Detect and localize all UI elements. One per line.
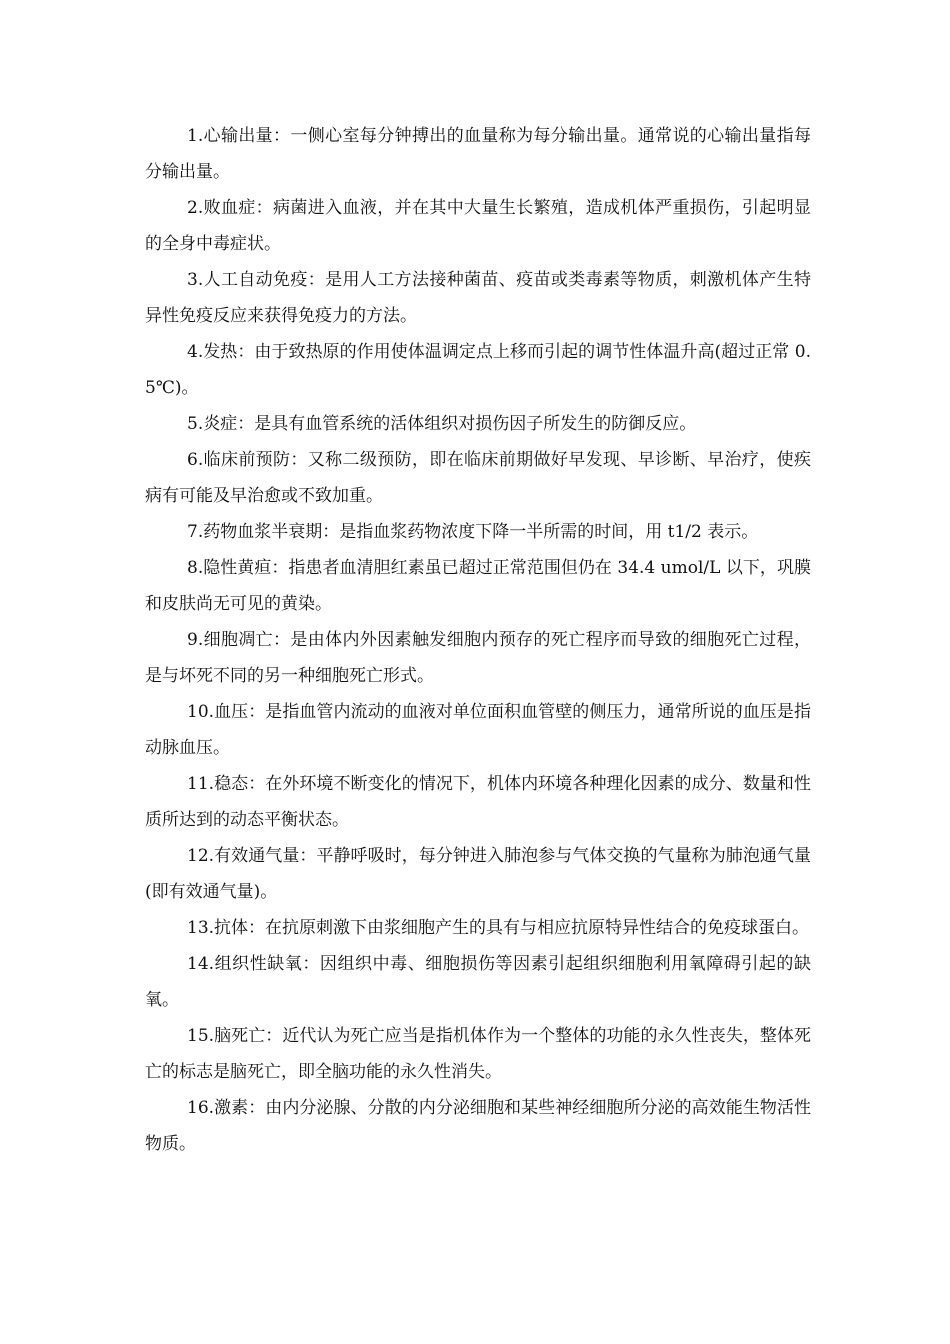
definition-entry-16: 16.激素：由内分泌腺、分散的内分泌细胞和某些神经细胞所分泌的高效能生物活性物质。 — [145, 1098, 811, 1154]
definition-entry-14: 14.组织性缺氧：因组织中毒、细胞损伤等因素引起组织细胞利用氧障碍引起的缺氧。 — [145, 954, 811, 1010]
definition-entry-8: 8.隐性黄疸：指患者血清胆红素虽已超过正常范围但仍在 34.4 umol/L 以下，巩膜和皮肤尚无可见的黄染。 — [145, 558, 811, 614]
definition-entry-12: 12.有效通气量：平静呼吸时，每分钟进入肺泡参与气体交换的气量称为肺泡通气量(即有效通气量)。 — [145, 846, 811, 902]
definition-entry-11: 11.稳态：在外环境不断变化的情况下，机体内环境各种理化因素的成分、数量和性质所达到的动态平衡状态。 — [145, 774, 811, 830]
definition-entry-9: 9.细胞凋亡：是由体内外因素触发细胞内预存的死亡程序而导致的细胞死亡过程，是与坏死不同的另一种细胞死亡形式。 — [145, 630, 811, 686]
definition-entry-7: 7.药物血浆半衰期：是指血浆药物浓度下降一半所需的时间，用 t1/2 表示。 — [187, 522, 759, 542]
definition-entry-10: 10.血压：是指血管内流动的血液对单位面积血管壁的侧压力，通常所说的血压是指动脉血压。 — [145, 702, 811, 758]
definition-entry-3: 3.人工自动免疫：是用人工方法接种菌苗、疫苗或类毒素等物质，刺激机体产生特异性免疫反应来获得免疫力的方法。 — [145, 270, 811, 326]
definition-entry-5: 5.炎症：是具有血管系统的活体组织对损伤因子所发生的防御反应。 — [187, 414, 697, 434]
definition-entry-13: 13.抗体：在抗原刺激下由浆细胞产生的具有与相应抗原特异性结合的免疫球蛋白。 — [187, 918, 810, 938]
definition-entry-4: 4.发热：由于致热原的作用使体温调定点上移而引起的调节性体温升高(超过正常 0.5℃)。 — [145, 342, 811, 398]
definition-entry-15: 15.脑死亡：近代认为死亡应当是指机体作为一个整体的功能的永久性丧失，整体死亡的标志是脑死亡，即全脑功能的永久性消失。 — [145, 1026, 811, 1082]
definition-entry-2: 2.败血症：病菌进入血液，并在其中大量生长繁殖，造成机体严重损伤，引起明显的全身中毒症状。 — [145, 198, 811, 254]
definition-entry-6: 6.临床前预防：又称二级预防，即在临床前期做好早发现、早诊断、早治疗，使疾病有可能及早治愈或不致加重。 — [145, 450, 811, 506]
definition-entry-1: 1.心输出量：一侧心室每分钟搏出的血量称为每分输出量。通常说的心输出量指每分输出量。 — [145, 126, 811, 182]
definition-list — [145, 118, 811, 1162]
